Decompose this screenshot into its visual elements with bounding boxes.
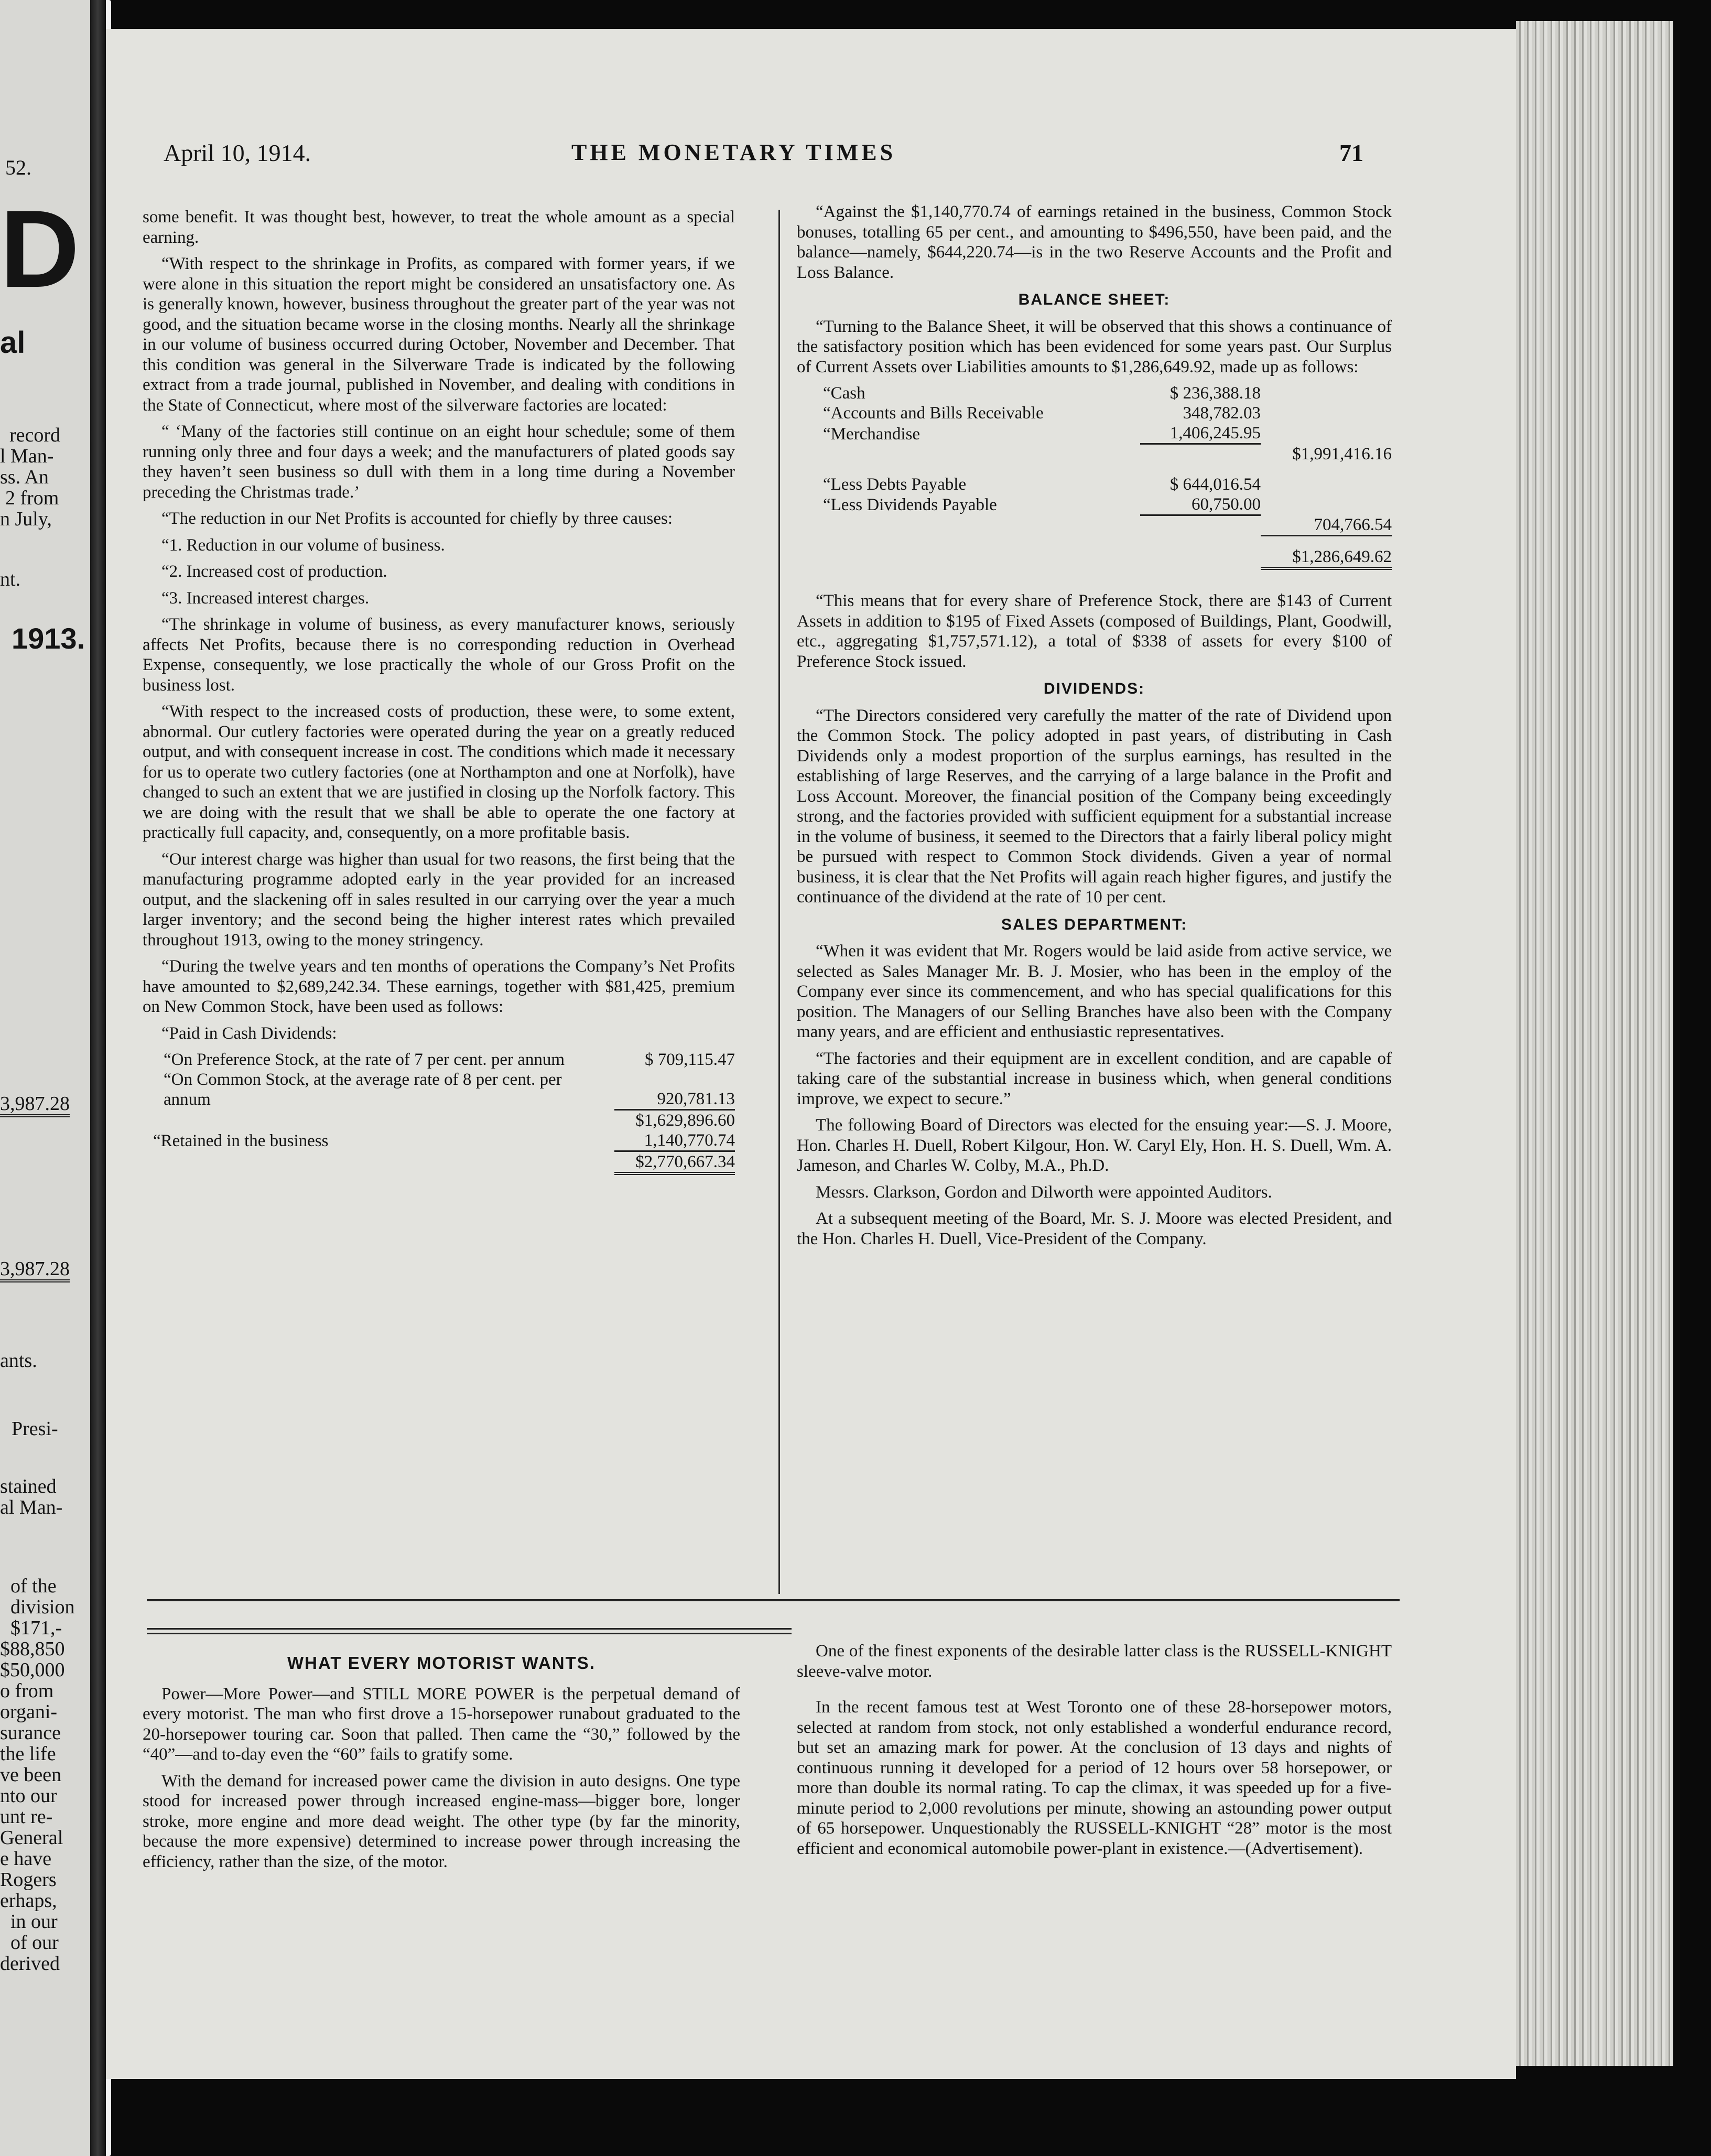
lp-fragment: 3,987.28 xyxy=(0,1258,70,1282)
paragraph: some benefit. It was thought best, however, to treat the whole amount as a special earning. xyxy=(143,208,735,247)
binding-gutter xyxy=(90,0,106,2156)
lp-fragment: nt. xyxy=(0,568,21,590)
dividend-amount: $ 709,115.47 xyxy=(644,1050,735,1069)
retained-amount: 1,140,770.74 xyxy=(614,1130,735,1151)
advertisement-heading: WHAT EVERY MOTORIST WANTS. xyxy=(287,1653,595,1673)
asset-label: “Cash xyxy=(823,384,865,403)
lp-fragment: D xyxy=(0,187,80,310)
lp-fragment: $88,850 xyxy=(0,1638,65,1660)
paragraph: “The Directors considered very carefully the matter of the rate of Dividend upon the Common Stock. The policy adopted in past years, of distributing in Cash Dividends only a modest proportion of the surplus earnings, has resulted in the establishing of large Reserves, and the carrying of a large balance in the Profit and Loss Account. Moreover, the financial position of the Company being exceedingly strong, and the factories provided with sufficient equipment for a substantial increase in the volume of business, it seemed to the Directors that a fairly liberal policy might be pursued with respect to Common Stock dividends. Given a year of normal business, it is clear that the Net Profits will again reach higher figures, and justify the continuance of the dividend at the rate of 10 per cent. xyxy=(797,706,1392,907)
lp-fragment: General xyxy=(0,1827,63,1849)
balance-sheet-table xyxy=(797,383,1392,570)
dividends-subtotal: $1,629,896.60 xyxy=(635,1111,735,1130)
liabilities-total: 704,766.54 xyxy=(1261,515,1392,536)
lp-fragment: l Man- xyxy=(0,445,54,467)
lp-fragment: of the xyxy=(10,1575,57,1597)
section-rule xyxy=(147,1628,792,1630)
lp-fragment: ants. xyxy=(0,1350,37,1372)
lp-fragment: erhaps, xyxy=(0,1890,57,1912)
paragraph: With the demand for increased power came the division in auto designs. One type stood for increased power through increased engine-mass—bigger bore, longer stroke, more engine and more dead weight. The other type (by far the minority, because the more expensive) determined to increase power through increasing the efficiency, rather than the size, of the motor. xyxy=(143,1771,740,1871)
paragraph: “With respect to the shrinkage in Profits, as compared with former years, if we were alone in this situation the report might be considered an unsatisfactory one. As is generally known, however, business throughout the greater part of the year was not good, and the situation became worse in the closing months. Nearly all the shrinkage in our volume of business occurred during October, November and December. That this condition was general in the Silverware Trade is indicated by the following extract from a trade journal, published in November, and dealing with conditions in the State of Connecticut, where most of the silverware factories are located: xyxy=(143,254,735,415)
section-rule xyxy=(147,1599,1400,1601)
lp-fragment: al Man- xyxy=(0,1496,63,1518)
lp-fragment: $50,000 xyxy=(0,1659,65,1681)
page-number: 71 xyxy=(1339,139,1363,166)
lp-fragment: stained xyxy=(0,1475,57,1497)
cause-item: “3. Increased interest charges. xyxy=(161,588,370,608)
dividends-table xyxy=(143,1050,735,1175)
paragraph: “During the twelve years and ten months of operations the Company’s Net Profits have amounted to $2,689,242.34. These earnings, together with $81,425, premium on New Common Stock, have been used as follows: xyxy=(143,957,735,1016)
paragraph: “Turning to the Balance Sheet, it will be observed that this shows a continuance of the satisfactory position which has been evidenced for some years past. Our Surplus of Current Assets over Liabilities amounts to $1,286,649.92, made up as follows: xyxy=(797,317,1392,376)
retained-label: “Retained in the business xyxy=(153,1131,329,1150)
dividend-label: “On Preference Stock, at the rate of 7 per cent. per annum xyxy=(164,1050,565,1069)
paragraph: “When it was evident that Mr. Rogers would be laid aside from active service, we selected as Sales Manager Mr. B. J. Mosier, who has been in the employ of the Company ever since its commencement, and who has special qualifications for this position. The Managers of our Selling Branches have also been with the Company many years, and are efficient and enthusiastic representatives. xyxy=(797,942,1392,1041)
paragraph: At a subsequent meeting of the Board, Mr. S. J. Moore was elected President, and the Hon. Charles H. Duell, Vice-President of the Company. xyxy=(797,1209,1392,1248)
paragraph: Power—More Power—and STILL MORE POWER is the perpetual demand of every motorist. The man who first drove a 15-horsepower runabout graduated to the 20-horsepower touring car. Soon that palled. Then came the “30,” followed by the “40”—and to-day even the “60” fails to gratify some. xyxy=(143,1684,740,1764)
lp-fragment: e have xyxy=(0,1848,52,1870)
dividend-amount: 920,781.13 xyxy=(614,1070,735,1109)
lp-fragment: 2 from xyxy=(5,487,59,509)
left-column xyxy=(143,207,735,1183)
paragraph: “The factories and their equipment are in excellent condition, and are capable of taking care of the substantial increase in business which, when general conditions improve, we expect to secure.” xyxy=(797,1049,1392,1108)
liability-amount: 60,750.00 xyxy=(1140,494,1261,515)
section-heading: SALES DEPARTMENT: xyxy=(1001,915,1188,933)
paragraph: “With respect to the increased costs of production, these were, to some extent, abnormal. Our cutlery factories were operated during the year on a greatly reduced output, and with consequent increase in cost. The conditions which made it necessary for us to operate two cutlery factories (one at Northampton and one at Norfolk), have changed to such an extent that we are justified in closing up the Norfolk factory. This we are doing with the result that we shall be able to operate the one factory at practically full capacity, and, consequently, on a more profitable basis. xyxy=(143,702,735,842)
previous-page-edge xyxy=(0,0,97,2156)
asset-amount: $ 236,388.18 xyxy=(1169,384,1261,403)
liability-label: “Less Debts Payable xyxy=(823,475,967,494)
column-divider xyxy=(778,210,780,1594)
book-page-edges xyxy=(1516,21,1673,2066)
asset-label: “Merchandise xyxy=(823,424,921,444)
lp-fragment: in our xyxy=(10,1911,58,1933)
publication-title: THE MONETARY TIMES xyxy=(571,139,896,165)
paragraph: One of the finest exponents of the desirable latter class is the RUSSELL-KNIGHT sleeve-valve motor. xyxy=(797,1642,1392,1681)
paragraph: “Our interest charge was higher than usual for two reasons, the first being that the manufacturing programme adopted early in the year provided for an increased output, and the slackening off in sales resulted in our carrying over the year a much larger inventory; and the second being the higher interest rates which prevailed throughout 1913, owing to the money stringency. xyxy=(143,849,735,950)
lp-fragment: $171,- xyxy=(10,1617,62,1639)
lp-fragment: 3,987.28 xyxy=(0,1093,70,1117)
lp-fragment: ve been xyxy=(0,1764,62,1786)
asset-amount: 1,406,245.95 xyxy=(1140,423,1261,444)
quoted-extract: “ ‘Many of the factories still continue on an eight hour schedule; some of them running only three and four days a week; and the manufacturers of plated goods say they haven’t seen business so dull with them in a long time during a November preceding the Christmas trade.’ xyxy=(143,422,735,502)
liability-amount: $ 644,016.54 xyxy=(1169,475,1261,494)
paragraph: “The shrinkage in volume of business, as every manufacturer knows, seriously affects Net Profits, because there is no corresponding reduction in Overhead Expense, consequently, we lose practically the whole of our Gross Profit on the business lost. xyxy=(143,615,735,695)
lp-fragment: unt re- xyxy=(0,1806,53,1828)
lp-fragment: the life xyxy=(0,1743,56,1765)
lp-fragment: o from xyxy=(0,1680,54,1702)
lp-fragment: nto our xyxy=(0,1785,57,1807)
surplus-total: $1,286,649.62 xyxy=(1261,536,1392,569)
section-heading: DIVIDENDS: xyxy=(1043,680,1145,697)
lp-fragment: n July, xyxy=(0,508,52,530)
lp-fragment: 1913. xyxy=(12,622,85,655)
lp-fragment: 52. xyxy=(5,156,31,179)
cause-item: “1. Reduction in our volume of business. xyxy=(161,535,445,555)
lp-fragment: derived xyxy=(0,1953,60,1975)
paragraph: “Paid in Cash Dividends: xyxy=(161,1023,337,1043)
cause-item: “2. Increased cost of production. xyxy=(161,562,387,581)
paragraph: Messrs. Clarkson, Gordon and Dilworth were appointed Auditors. xyxy=(816,1182,1272,1202)
paragraph: “This means that for every share of Preference Stock, there are $143 of Current Assets in addition to $195 of Fixed Assets (composed of Buildings, Plant, Goodwill, etc., aggregating $1,757,571.12), a total of $338 of assets for every $100 of Preference Stock issued. xyxy=(797,591,1392,671)
lp-fragment: surance xyxy=(0,1722,61,1744)
lp-fragment: ss. An xyxy=(0,466,49,488)
asset-label: “Accounts and Bills Receivable xyxy=(823,404,1044,423)
lp-fragment: organi- xyxy=(0,1701,58,1723)
advertisement-right xyxy=(797,1641,1392,1865)
paragraph: “Against the $1,140,770.74 of earnings retained in the business, Common Stock bonuses, totalling 65 per cent., and amounting to $496,550, have been paid, and the balance—namely, $644,220.74—is in the two Reserve Accounts and the Profit and Loss Balance. xyxy=(797,202,1392,282)
lp-fragment: Rogers xyxy=(0,1869,57,1891)
grand-total: $2,770,667.34 xyxy=(614,1151,735,1173)
dividend-label: “On Common Stock, at the average rate of 8 per cent. per annum xyxy=(164,1070,562,1109)
paragraph: In the recent famous test at West Toronto one of these 28-horsepower motors, selected at random from stock, not only established a wonderful endurance record, but set an amazing mark for power. At the conclusion of 13 days and nights of continuous running it developed for a period of 12 hours over 58 horsepower, or more than double its normal rating. To cap the climax, it was speeded up for a five-minute period to 2,000 revolutions per minute, showing an astounding power output of 65 horsepower. Unquestionably the RUSSELL-KNIGHT “28” motor is the most efficient and economical automobile power-plant in existence.—(Advertisement). xyxy=(797,1698,1392,1858)
paragraph: The following Board of Directors was elected for the ensuing year:—S. J. Moore, Hon. Charles H. Duell, Robert Kilgour, Hon. W. Caryl Ely, Hon. H. S. Duell, Wm. A. Jameson, and Charles W. Colby, M.A., Ph.D. xyxy=(797,1116,1392,1175)
lp-fragment: of our xyxy=(10,1932,59,1954)
assets-total: $1,991,416.16 xyxy=(1292,444,1392,463)
issue-date: April 10, 1914. xyxy=(164,139,311,166)
liability-label: “Less Dividends Payable xyxy=(823,495,997,514)
lp-fragment: record xyxy=(9,424,61,446)
asset-amount: 348,782.03 xyxy=(1183,404,1261,423)
lp-fragment: division xyxy=(10,1596,75,1618)
right-column xyxy=(797,202,1392,1255)
lp-fragment: al xyxy=(0,326,26,360)
lp-fragment: Presi- xyxy=(12,1418,58,1440)
section-rule xyxy=(147,1633,792,1634)
advertisement-left xyxy=(143,1649,740,1878)
section-heading: BALANCE SHEET: xyxy=(1018,291,1171,308)
paragraph: “The reduction in our Net Profits is accounted for chiefly by three causes: xyxy=(161,509,673,528)
